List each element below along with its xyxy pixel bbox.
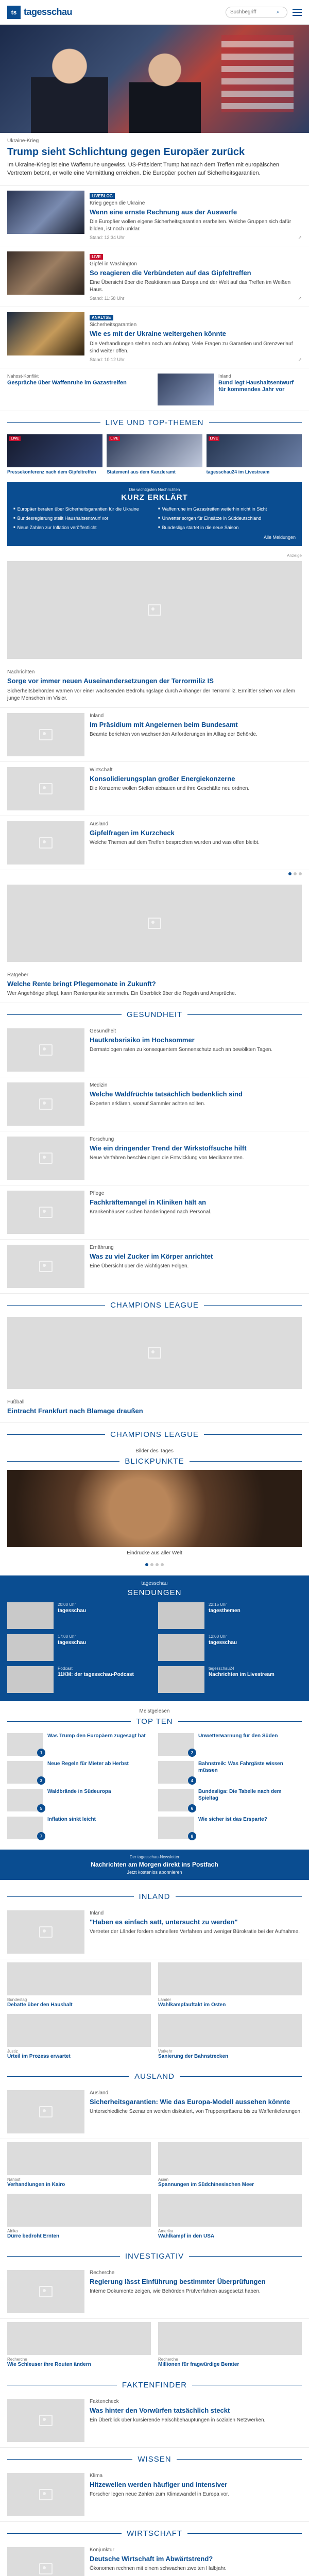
live-card[interactable] bbox=[7, 434, 102, 475]
live-card[interactable] bbox=[107, 434, 202, 475]
article-kicker: Nachrichten bbox=[7, 669, 35, 675]
article-kicker: Ratgeber bbox=[7, 972, 29, 978]
article-title[interactable]: Sicherheitsgarantien: Wie das Europa-Modell aussehen könnte bbox=[90, 2098, 290, 2106]
broadcast-title[interactable]: tagesthemen bbox=[209, 1608, 241, 1614]
broadcast-card[interactable] bbox=[158, 1602, 302, 1629]
grid-title[interactable]: Urteil im Prozess erwartet bbox=[7, 2053, 71, 2059]
article-item[interactable] bbox=[0, 2468, 309, 2522]
broadcast-image[interactable] bbox=[158, 1634, 204, 1661]
topten-title[interactable]: Waldbrände in Südeuropa bbox=[47, 1789, 111, 1795]
blick-image[interactable] bbox=[7, 1470, 302, 1547]
newsletter-title[interactable]: Nachrichten am Morgen direkt ins Postfach bbox=[91, 1861, 218, 1869]
duo-title[interactable]: Gespräche über Waffenruhe im Gazastreifen bbox=[7, 379, 127, 386]
teaser-kicker: Krieg gegen die Ukraine bbox=[90, 200, 145, 206]
site-header bbox=[0, 0, 309, 25]
share-icon[interactable]: ↗ bbox=[298, 357, 302, 362]
teaser-meta: Stand: 12:34 Uhr bbox=[90, 235, 125, 241]
article-title[interactable]: Was zu viel Zucker im Körper anrichtet bbox=[90, 1252, 213, 1260]
article-title[interactable]: Regierung lässt Einführung bestimmter Überprüfungen bbox=[90, 2278, 266, 2286]
wissen-section bbox=[0, 2448, 309, 2522]
article-title[interactable]: Eintracht Frankfurt nach Blamage draußen bbox=[7, 1406, 143, 1415]
grid-item[interactable] bbox=[7, 2322, 151, 2368]
search-box[interactable] bbox=[226, 7, 287, 18]
article-kicker: Inland bbox=[90, 1910, 104, 1917]
newsletter-kicker: Der tagesschau-Newsletter bbox=[129, 1855, 180, 1860]
article-title[interactable]: Wie ein dringender Trend der Wirkstoffsuche hilft bbox=[90, 1144, 247, 1152]
rank-badge: 7 bbox=[37, 1832, 45, 1840]
carousel-pager[interactable] bbox=[0, 1561, 309, 1570]
duo-item[interactable] bbox=[158, 374, 302, 405]
blick-kicker: Bilder des Tages bbox=[135, 1448, 174, 1454]
broadcast-card[interactable] bbox=[7, 1666, 151, 1693]
teaser-kicker: Sicherheitsgarantien bbox=[90, 322, 137, 328]
section-heading: INLAND bbox=[139, 1892, 170, 1902]
section-heading: LIVE UND TOP-THEMEN bbox=[105, 418, 204, 427]
article-item[interactable] bbox=[0, 1077, 309, 1131]
section-heading: TOP TEN bbox=[136, 1717, 173, 1726]
article-kicker: Fußball bbox=[7, 1399, 25, 1405]
hero-subtitle: Im Ukraine-Krieg ist eine Waffenruhe ungewiss. US-Präsident Trump hat nach dem Treffen mit europäischen Vertretern betont, er wolle eine Vermittlung erreichen. Die Europäer pochen auf Sicherheitsgarantien. bbox=[7, 162, 280, 176]
live-section bbox=[0, 411, 309, 482]
broadcast-title[interactable]: tagesschau bbox=[209, 1640, 237, 1646]
article-text: Neue Verfahren beschleunigen die Entwicklung von Medikamenten. bbox=[90, 1155, 244, 1161]
rank-badge: 5 bbox=[37, 1804, 45, 1812]
brand-name: tagesschau bbox=[24, 7, 73, 17]
duo-kicker: Inland bbox=[218, 373, 231, 379]
teaser-kicker: Gipfel in Washington bbox=[90, 261, 137, 267]
search-input[interactable] bbox=[230, 9, 274, 15]
article-stack bbox=[0, 664, 309, 879]
section-heading: WIRTSCHAFT bbox=[126, 2529, 183, 2538]
newsletter-subscribe[interactable]: Jetzt kostenlos abonnieren bbox=[127, 1870, 182, 1875]
live-tag: LIVE bbox=[209, 436, 220, 441]
topten-title[interactable]: Inflation sinkt leicht bbox=[47, 1817, 96, 1823]
article-text: Forscher legen neue Zahlen zum Klimawandel in Europa vor. bbox=[90, 2491, 229, 2497]
article-kicker: Gesundheit bbox=[90, 1028, 116, 1034]
article-text: Vertreter der Länder fordern schnellere Verfahren und weniger Bürokratie bei der Aufnahme. bbox=[90, 1929, 300, 1935]
article-item[interactable] bbox=[0, 762, 309, 816]
article-item[interactable] bbox=[0, 967, 309, 1003]
rank-badge: 3 bbox=[37, 1776, 45, 1785]
broadcast-image[interactable] bbox=[7, 1602, 54, 1629]
article-kicker: Pflege bbox=[90, 1190, 105, 1196]
topten-section bbox=[0, 1706, 309, 1844]
rank-badge: 4 bbox=[188, 1776, 196, 1785]
ad-label: Anzeige bbox=[287, 553, 302, 558]
section-heading: BLICKPUNKTE bbox=[125, 1457, 184, 1466]
section-heading: FAKTENFINDER bbox=[122, 2380, 187, 2389]
rank-badge: 8 bbox=[188, 1832, 196, 1840]
teaser-item[interactable] bbox=[0, 185, 309, 246]
live-caption[interactable]: Statement aus dem Kanzleramt bbox=[107, 469, 176, 474]
broadcast-image[interactable] bbox=[158, 1666, 204, 1693]
champions-section bbox=[0, 1294, 309, 1443]
article-item[interactable] bbox=[0, 2085, 309, 2139]
topten-item[interactable] bbox=[158, 1761, 302, 1784]
kurz-kicker: Die wichtigsten Nachrichten bbox=[129, 487, 180, 492]
article-kicker: Ausland bbox=[90, 2090, 109, 2096]
kurz-item[interactable]: ■ Neue Zahlen zur Inflation veröffentlicht bbox=[13, 524, 151, 531]
grid-item[interactable] bbox=[7, 1962, 151, 2009]
grid-kicker: Länder bbox=[158, 1997, 171, 2003]
section-heading: CHAMPIONS LEAGUE bbox=[110, 1430, 199, 1439]
teaser-image[interactable] bbox=[7, 191, 84, 234]
article-item[interactable] bbox=[0, 1131, 309, 1185]
teaser-title[interactable]: Wenn eine ernste Rechnung aus der Auswerfe bbox=[90, 208, 237, 216]
ad-placeholder[interactable] bbox=[7, 561, 302, 659]
topten-title[interactable]: Bundesliga: Die Tabelle nach dem Spieltag bbox=[198, 1789, 282, 1801]
topten-item[interactable] bbox=[7, 1733, 151, 1756]
broadcast-title[interactable]: tagesschau bbox=[58, 1640, 87, 1646]
article-item[interactable] bbox=[0, 1023, 309, 1077]
article-kicker: Faktencheck bbox=[90, 2398, 119, 2404]
image-placeholder-icon bbox=[148, 918, 161, 929]
section-heading: INVESTIGATIV bbox=[125, 2252, 184, 2261]
topten-item[interactable] bbox=[7, 1817, 151, 1839]
kurz-item[interactable]: ■ Unwetter sorgen für Einsätze in Süddeutschland bbox=[158, 515, 296, 521]
hero-kicker: Ukraine-Krieg bbox=[7, 138, 39, 144]
rank-badge: 6 bbox=[188, 1804, 196, 1812]
article-title[interactable]: Hitzewellen werden häufiger und intensiver bbox=[90, 2480, 228, 2488]
header-right bbox=[226, 7, 302, 18]
article-text: Ein Überblick über kursierende Falschbehauptungen in sozialen Netzwerken. bbox=[90, 2417, 266, 2423]
grid-kicker: Nahost bbox=[7, 2177, 21, 2182]
article-text: Wer Angehörige pflegt, kann Rentenpunkte sammeln. Ein Überblick über die Regeln und Ansprüche. bbox=[7, 990, 236, 996]
duo-teasers bbox=[0, 368, 309, 411]
broadcast-time: Podcast bbox=[58, 1666, 73, 1671]
grid-kicker: Justiz bbox=[7, 2048, 18, 2054]
article-item[interactable] bbox=[0, 2265, 309, 2319]
teaser-image[interactable] bbox=[7, 251, 84, 295]
carousel-pager[interactable] bbox=[0, 870, 309, 879]
topten-title[interactable]: Wie sicher ist das Ersparte? bbox=[198, 1817, 267, 1823]
teaser-badge: LIVE bbox=[90, 254, 103, 260]
kurz-item[interactable]: ■ Bundesregierung stellt Haushaltsentwurf vor bbox=[13, 515, 151, 521]
teaser-text: Eine Übersicht über die Reaktionen aus Europa und der Welt auf das Treffen im Weißen Haus. bbox=[90, 280, 291, 293]
article-title[interactable]: Fachkräftemangel in Kliniken hält an bbox=[90, 1198, 207, 1206]
kurz-item[interactable]: ■ Waffenruhe im Gazastreifen weiterhin nicht in Sicht bbox=[158, 506, 296, 512]
grid-kicker: Bundestag bbox=[7, 1997, 27, 2003]
broadcast-time: tagesschau24 bbox=[209, 1666, 234, 1671]
broadcast-image[interactable] bbox=[7, 1634, 54, 1661]
article-text: Eine Übersicht über die wichtigsten Folgen. bbox=[90, 1263, 189, 1269]
article-item[interactable] bbox=[0, 1240, 309, 1294]
broadcast-title[interactable]: Nachrichten im Livestream bbox=[209, 1672, 274, 1678]
grid-title[interactable]: Sanierung der Bahnstrecken bbox=[158, 2053, 229, 2059]
article-item[interactable] bbox=[0, 816, 309, 870]
broadcast-card[interactable] bbox=[7, 1634, 151, 1661]
topten-item[interactable] bbox=[7, 1789, 151, 1811]
teaser-meta: Stand: 11:58 Uhr bbox=[90, 296, 125, 301]
ad-placeholder[interactable] bbox=[7, 885, 302, 962]
article-text: Sicherheitsbehörden warnen vor einer wachsenden Bedrohungslage durch Anhänger der Terrormiliz. Ermittler sehen vor allem junge Menschen im Visier. bbox=[7, 688, 296, 701]
hero-image[interactable] bbox=[0, 25, 309, 133]
kurz-item[interactable]: ■ Europäer beraten über Sicherheitsgarantien für die Ukraine bbox=[13, 506, 151, 512]
blickpunkte-section bbox=[0, 1443, 309, 1570]
section-heading: SENDUNGEN bbox=[127, 1588, 182, 1598]
grid-kicker: Verkehr bbox=[158, 2048, 173, 2054]
hero-title[interactable]: Trump sieht Schlichtung gegen Europäer zurück bbox=[7, 146, 245, 158]
hero-teaser[interactable] bbox=[0, 25, 309, 185]
teaser-title[interactable]: So reagieren die Verbündeten auf das Gipfeltreffen bbox=[90, 269, 251, 277]
article-title[interactable]: Hautkrebsrisiko im Hochsommer bbox=[90, 1036, 195, 1044]
article-text: Krankenhäuser suchen händeringend nach Personal. bbox=[90, 1209, 212, 1215]
teaser-title[interactable]: Wie es mit der Ukraine weitergehen könnte bbox=[90, 330, 227, 338]
article-text: Experten erklären, worauf Sammler achten sollten. bbox=[90, 1101, 205, 1107]
teaser-badge: LIVEBLOG bbox=[90, 193, 115, 199]
article-item[interactable] bbox=[0, 708, 309, 762]
champions-image[interactable] bbox=[7, 1317, 302, 1389]
sendungen-section bbox=[0, 1575, 309, 1701]
article-title[interactable]: Welche Waldfrüchte tatsächlich bedenklich sind bbox=[90, 1090, 243, 1098]
article-stack-b bbox=[0, 967, 309, 1003]
brand-mark: ts bbox=[7, 6, 21, 19]
broadcast-time: 22:15 Uhr bbox=[209, 1602, 227, 1607]
section-heading: WISSEN bbox=[138, 2454, 171, 2464]
topten-title[interactable]: Unwetterwarnung für den Süden bbox=[198, 1733, 278, 1739]
article-kicker: Forschung bbox=[90, 1136, 114, 1142]
article-text: Ökonomen rechnen mit einem schwachen zweiten Halbjahr. bbox=[90, 2565, 227, 2571]
menu-icon[interactable] bbox=[293, 9, 302, 16]
article-kicker: Wirtschaft bbox=[90, 767, 113, 773]
duo-item[interactable] bbox=[7, 374, 151, 405]
topten-title[interactable]: Bahnstreik: Was Fahrgäste wissen müssen bbox=[198, 1761, 283, 1773]
article-text: Interne Dokumente zeigen, wie Behörden Prüfverfahren ausgesetzt haben. bbox=[90, 2289, 261, 2295]
article-item[interactable] bbox=[0, 2394, 309, 2448]
broadcast-title[interactable]: tagesschau bbox=[58, 1608, 87, 1614]
grid-item[interactable] bbox=[158, 2194, 302, 2240]
brand-logo[interactable] bbox=[7, 6, 72, 19]
topten-title[interactable]: Neue Regeln für Mieter ab Herbst bbox=[47, 1761, 129, 1767]
grid-title[interactable]: Debatte über den Haushalt bbox=[7, 2002, 73, 2008]
teaser-item[interactable] bbox=[0, 307, 309, 368]
grid-kicker: Recherche bbox=[7, 2357, 27, 2362]
live-caption[interactable]: Pressekonferenz nach dem Gipfeltreffen bbox=[7, 469, 96, 474]
section-heading: GESUNDHEIT bbox=[126, 1010, 183, 1019]
kurz-heading: KURZ ERKLÄRT bbox=[121, 493, 188, 502]
duo-image[interactable] bbox=[158, 374, 214, 405]
ausland-section bbox=[0, 2065, 309, 2245]
grid-item[interactable] bbox=[158, 2322, 302, 2368]
broadcast-image[interactable] bbox=[7, 1666, 54, 1693]
grid-kicker: Amerika bbox=[158, 2228, 174, 2233]
grid-title[interactable]: Wahlkampfauftakt im Osten bbox=[158, 2002, 226, 2008]
grid-kicker: Recherche bbox=[158, 2357, 178, 2362]
article-item[interactable] bbox=[0, 1185, 309, 1240]
teaser-text: Die Europäer wollen eigene Sicherheitsgarantien erarbeiten. Welche Gruppen sich dafür bilden, ist noch unklar. bbox=[90, 219, 291, 232]
topten-item[interactable] bbox=[158, 1789, 302, 1811]
topten-item[interactable] bbox=[158, 1817, 302, 1839]
article-title[interactable]: Was hinter den Vorwürfen tatsächlich steckt bbox=[90, 2406, 230, 2414]
broadcast-time: 20:00 Uhr bbox=[58, 1602, 76, 1607]
grid-kicker: Asien bbox=[158, 2177, 169, 2182]
grid-title[interactable]: Wahlkampf in den USA bbox=[158, 2233, 215, 2239]
article-item[interactable] bbox=[0, 1394, 309, 1423]
broadcast-card[interactable] bbox=[158, 1634, 302, 1661]
blick-caption: Eindrücke aus aller Welt bbox=[127, 1550, 182, 1556]
rank-badge: 2 bbox=[188, 1749, 196, 1757]
kurz-box bbox=[7, 482, 302, 546]
sendungen-kicker: tagesschau bbox=[141, 1581, 168, 1587]
newsletter-banner[interactable] bbox=[0, 1850, 309, 1880]
article-kicker: Klima bbox=[90, 2472, 103, 2479]
article-item[interactable] bbox=[0, 664, 309, 707]
teaser-image[interactable] bbox=[7, 312, 84, 355]
article-text: Beamte berichten von wachsenden Anforderungen im Alltag der Behörde. bbox=[90, 731, 258, 737]
broadcast-card[interactable] bbox=[158, 1666, 302, 1693]
article-title[interactable]: Welche Rente bringt Pflegemonate in Zukunft? bbox=[7, 979, 156, 988]
duo-kicker: Nahost-Konflikt bbox=[7, 373, 39, 379]
inland-section bbox=[0, 1885, 309, 2065]
article-image[interactable] bbox=[7, 713, 84, 756]
share-icon[interactable]: ↗ bbox=[298, 296, 302, 301]
article-kicker: Ernährung bbox=[90, 1244, 114, 1250]
grid-title[interactable]: Verhandlungen in Kairo bbox=[7, 2182, 65, 2188]
live-tag: LIVE bbox=[9, 436, 21, 441]
article-title[interactable]: Sorge vor immer neuen Auseinandersetzungen der Terrormiliz IS bbox=[7, 677, 214, 685]
article-kicker: Konjunktur bbox=[90, 2547, 114, 2553]
grid-item[interactable] bbox=[7, 2142, 151, 2189]
kurz-more-link[interactable]: Alle Meldungen bbox=[263, 535, 296, 540]
live-tag: LIVE bbox=[109, 436, 120, 441]
gesundheit-section bbox=[0, 1003, 309, 1294]
article-title[interactable]: "Haben es einfach satt, untersucht zu werden" bbox=[90, 1918, 238, 1926]
topten-item[interactable] bbox=[158, 1733, 302, 1756]
teaser-item[interactable] bbox=[0, 246, 309, 307]
broadcast-time: 12:00 Uhr bbox=[209, 1634, 227, 1639]
grid-item[interactable] bbox=[7, 2014, 151, 2060]
grid-title[interactable]: Wie Schleuser ihre Routen ändern bbox=[7, 2362, 91, 2368]
broadcast-card[interactable] bbox=[7, 1602, 151, 1629]
topten-title[interactable]: Was Trump den Europäern zugesagt hat bbox=[47, 1733, 146, 1739]
grid-item[interactable] bbox=[158, 2142, 302, 2189]
article-text: Welche Themen auf dem Treffen besprochen wurden und was offen bleibt. bbox=[90, 839, 260, 845]
article-title[interactable]: Konsolidierungsplan großer Energiekonzerne bbox=[90, 774, 235, 783]
grid-title[interactable]: Spannungen im Südchinesischen Meer bbox=[158, 2182, 254, 2188]
article-image[interactable] bbox=[7, 821, 84, 865]
section-heading: CHAMPIONS LEAGUE bbox=[110, 1300, 199, 1310]
wirtschaft-section bbox=[0, 2522, 309, 2576]
article-kicker: Inland bbox=[90, 713, 104, 719]
article-kicker: Recherche bbox=[90, 2270, 115, 2276]
article-kicker: Ausland bbox=[90, 821, 109, 827]
grid-item[interactable] bbox=[158, 1962, 302, 2009]
article-item[interactable] bbox=[0, 2542, 309, 2576]
live-caption[interactable]: tagesschau24 im Livestream bbox=[206, 469, 270, 474]
article-title[interactable]: Im Präsidium mit Angelernen beim Bundesamt bbox=[90, 720, 238, 728]
investigativ-section bbox=[0, 2245, 309, 2374]
topten-kicker: Meistgelesen bbox=[139, 1708, 170, 1715]
image-placeholder-icon bbox=[148, 604, 161, 616]
broadcast-time: 17:00 Uhr bbox=[58, 1634, 76, 1639]
rank-badge: 1 bbox=[37, 1749, 45, 1757]
article-image[interactable] bbox=[7, 767, 84, 810]
duo-title[interactable]: Bund legt Haushaltsentwurf für kommendes Jahr vor bbox=[218, 379, 294, 393]
grid-item[interactable] bbox=[7, 2194, 151, 2240]
article-text: Dermatologen raten zu konsequentem Sonnenschutz auch an bewölkten Tagen. bbox=[90, 1047, 273, 1053]
faktenfinder-section bbox=[0, 2374, 309, 2448]
teaser-text: Die Verhandlungen stehen noch am Anfang. Viele Fragen zu Garantien und Grenzverlauf sind weiter offen. bbox=[90, 341, 293, 354]
search-icon[interactable]: ⌕ bbox=[277, 9, 280, 15]
teaser-list bbox=[0, 185, 309, 411]
article-kicker: Medizin bbox=[90, 1082, 108, 1088]
teaser-badge: ANALYSE bbox=[90, 315, 113, 320]
grid-kicker: Afrika bbox=[7, 2228, 18, 2233]
teaser-meta: Stand: 10:12 Uhr bbox=[90, 357, 125, 362]
grid-title[interactable]: Dürre bedroht Ernten bbox=[7, 2233, 60, 2239]
broadcast-image[interactable] bbox=[158, 1602, 204, 1629]
article-item[interactable] bbox=[0, 1905, 309, 1959]
live-card[interactable] bbox=[207, 434, 302, 475]
share-icon[interactable]: ↗ bbox=[298, 235, 302, 241]
article-title[interactable]: Gipfelfragen im Kurzcheck bbox=[90, 828, 175, 837]
grid-item[interactable] bbox=[158, 2014, 302, 2060]
article-text: Unterschiedliche Szenarien werden diskutiert, von Truppenpräsenz bis zu Waffenlieferungen. bbox=[90, 2109, 302, 2115]
article-title[interactable]: Deutsche Wirtschaft im Abwärtstrend? bbox=[90, 2554, 213, 2563]
article-text: Die Konzerne wollen Stellen abbauen und ihre Geschäfte neu ordnen. bbox=[90, 785, 250, 791]
section-heading: AUSLAND bbox=[134, 2072, 175, 2081]
broadcast-title[interactable]: 11KM: der tagesschau-Podcast bbox=[58, 1672, 134, 1678]
topten-item[interactable] bbox=[7, 1761, 151, 1784]
grid-title[interactable]: Millionen für fragwürdige Berater bbox=[158, 2362, 239, 2368]
kurz-item[interactable]: ■ Bundesliga startet in die neue Saison bbox=[158, 524, 296, 531]
